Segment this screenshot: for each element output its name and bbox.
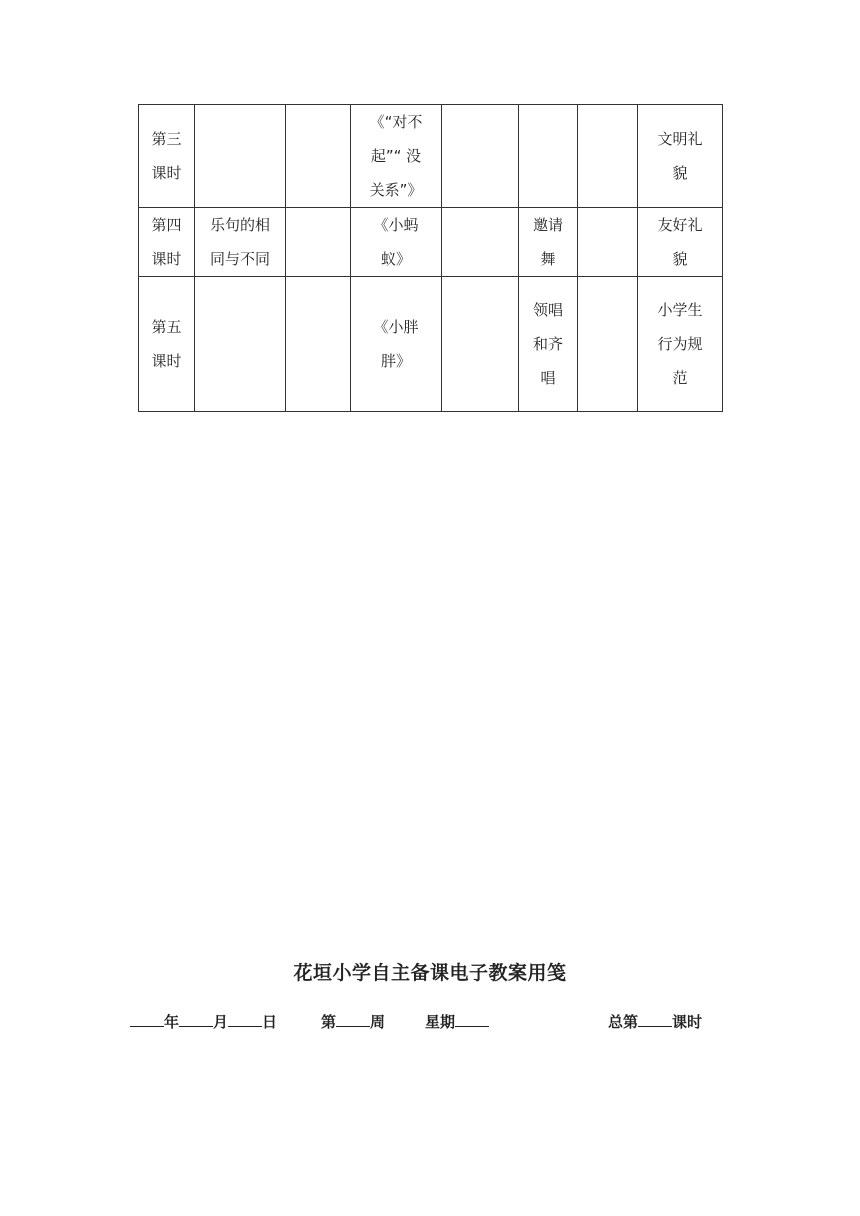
day-label: 日 [262,1013,278,1031]
weekday-field [425,1011,489,1032]
table-cell: 《“对不 起”“ 没 关系”》 [351,105,442,208]
table-cell: 第五 课时 [139,277,195,412]
week-field [321,1011,385,1032]
date-field [130,1011,277,1032]
table-cell [195,277,286,412]
weekday-label: 星期 [425,1013,456,1031]
table-cell [442,277,519,412]
table-cell: 《小蚂 蚁》 [351,208,442,277]
year-label: 年 [164,1013,180,1031]
week-blank [336,1012,370,1027]
week-prefix-label: 第 [321,1013,337,1031]
total-prefix-label: 总第 [608,1013,639,1031]
table-cell: 《小胖 胖》 [351,277,442,412]
table-cell [286,208,351,277]
table-cell [286,105,351,208]
table-cell [286,277,351,412]
table-cell [442,208,519,277]
table-cell [578,277,638,412]
table-cell: 小学生 行为规 范 [638,277,723,412]
month-label: 月 [213,1013,229,1031]
table-cell [578,105,638,208]
table-cell: 第三 课时 [139,105,195,208]
lesson-plan-table [138,104,723,412]
table-cell: 领唱 和齐 唱 [519,277,578,412]
year-blank [130,1012,164,1027]
month-blank [179,1012,213,1027]
table-row [139,208,723,277]
table-cell: 邀请 舞 [519,208,578,277]
week-label: 周 [370,1013,386,1031]
table-cell [442,105,519,208]
table-cell [195,105,286,208]
table-cell: 乐句的相 同与不同 [195,208,286,277]
table-row [139,277,723,412]
table-row [139,105,723,208]
table-cell: 文明礼 貌 [638,105,723,208]
table-cell [578,208,638,277]
table-cell: 第四 课时 [139,208,195,277]
day-blank [228,1012,262,1027]
weekday-blank [455,1012,489,1027]
total-lessons-field [608,1011,702,1032]
document-title: 花垣小学自主备课电子教案用笺 [293,962,567,984]
table-cell: 友好礼 貌 [638,208,723,277]
total-suffix-label: 课时 [672,1013,703,1031]
total-blank [638,1012,672,1027]
table-cell [519,105,578,208]
